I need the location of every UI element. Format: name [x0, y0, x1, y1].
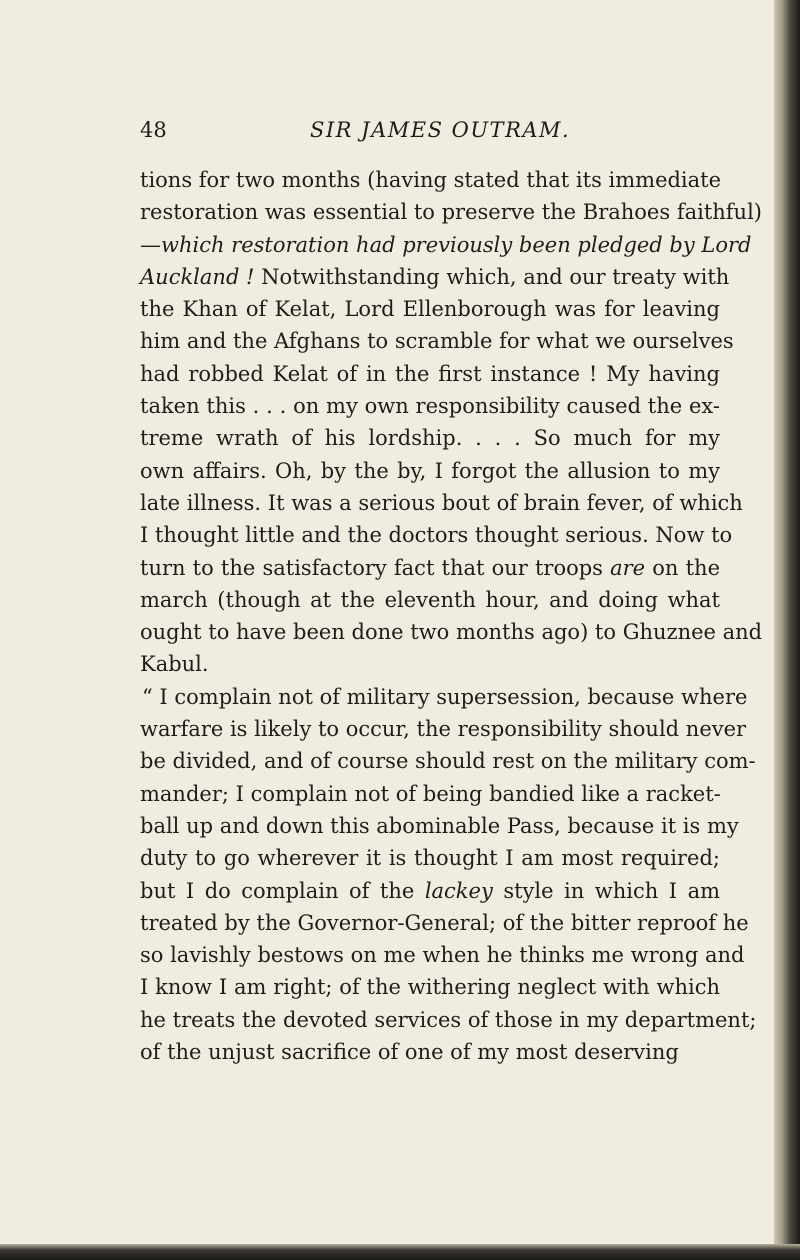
text-run: the Khan of Kelat, Lord Ellenborough was for leaving [140, 297, 720, 322]
text-line [140, 552, 720, 584]
text-line [140, 261, 730, 293]
text-line [140, 422, 720, 454]
text-line [140, 390, 720, 422]
italic-text: Auckland ! [140, 264, 262, 289]
text-run: I thought little and the doctors thought serious. Now to [140, 523, 733, 548]
page-bottom-edge [0, 1244, 800, 1260]
text-line [140, 325, 734, 357]
text-run: duty to go wherever it is thought I am most required; [140, 846, 720, 871]
text-run: so lavishly bestows on me when he thinks me wrong and [140, 943, 745, 968]
text-run: tions for two months (having stated that its immediate [140, 168, 722, 192]
text-line [140, 358, 720, 390]
text-run: turn to the satisfactory fact that our troops [140, 555, 611, 580]
text-line [140, 229, 752, 261]
italic-text: lackey [424, 878, 493, 903]
page-header [140, 118, 720, 152]
text-line [140, 584, 720, 616]
body-text [140, 164, 763, 1068]
italic-text: —which restoration had previously been pledged by Lord [140, 232, 752, 257]
text-line [140, 487, 743, 519]
text-line [140, 971, 720, 1003]
text-run: Kabul. [140, 652, 209, 677]
text-line [140, 778, 720, 810]
text-run: taken this . . . on my own responsibility caused the ex- [140, 394, 720, 419]
text-run: treme wrath of his lordship. . . . So much for my [140, 426, 720, 451]
text-line [140, 745, 756, 777]
text-line [140, 842, 720, 874]
text-run: be divided, and of course should rest on the military com- [140, 749, 756, 774]
text-run: march (though at the eleventh hour, and doing what [140, 587, 720, 612]
italic-text: are [610, 555, 646, 580]
text-line [140, 1004, 757, 1036]
text-run: restoration was essential to preserve the Brahoes faithful) [140, 200, 762, 225]
running-title: SIR JAMES OUTRAM. [310, 118, 571, 142]
text-line [140, 164, 720, 196]
text-line [140, 196, 762, 228]
text-run: but I do complain of the [140, 878, 425, 903]
text-run: Notwithstanding which, and our treaty with [261, 264, 730, 289]
text-line [140, 907, 749, 939]
text-line [140, 455, 720, 487]
text-run: had robbed Kelat of in the first instance ! My having [140, 361, 720, 386]
text-line [140, 616, 763, 648]
text-line [140, 713, 747, 745]
text-line [140, 519, 733, 551]
text-line [140, 939, 745, 971]
text-line [140, 681, 748, 713]
text-run: I know I am right; of the withering neglect with which [140, 975, 720, 1000]
text-line [140, 875, 720, 907]
text-run: ball up and down this abominable Pass, because it is my [140, 813, 739, 838]
text-run: of the unjust sacrifice of one of my most deserving [140, 1040, 679, 1065]
text-line [140, 1036, 720, 1068]
text-run: own affairs. Oh, by the by, I forgot the allusion to my [140, 458, 720, 483]
text-run: him and the Afghans to scramble for what we ourselves [140, 329, 734, 354]
text-run: warfare is likely to occur, the responsibility should never [140, 717, 747, 742]
text-line [140, 648, 720, 680]
book-spine-shadow [774, 0, 800, 1260]
text-run: style in which I am [492, 878, 720, 903]
text-run: he treats the devoted services of those in my department; [140, 1007, 757, 1032]
page-number: 48 [140, 118, 167, 142]
text-run: on the [645, 555, 720, 580]
text-run: late illness. It was a serious bout of brain fever, of which [140, 490, 743, 515]
text-run: mander; I complain not of being bandied like a racket- [140, 781, 721, 806]
text-run: treated by the Governor-General; of the bitter reproof he [140, 910, 749, 935]
text-run: “ I complain not of military supersession, because where [142, 684, 748, 709]
text-line [140, 293, 720, 325]
text-run: ought to have been done two months ago) to Ghuznee and [140, 620, 763, 645]
text-line [140, 810, 739, 842]
